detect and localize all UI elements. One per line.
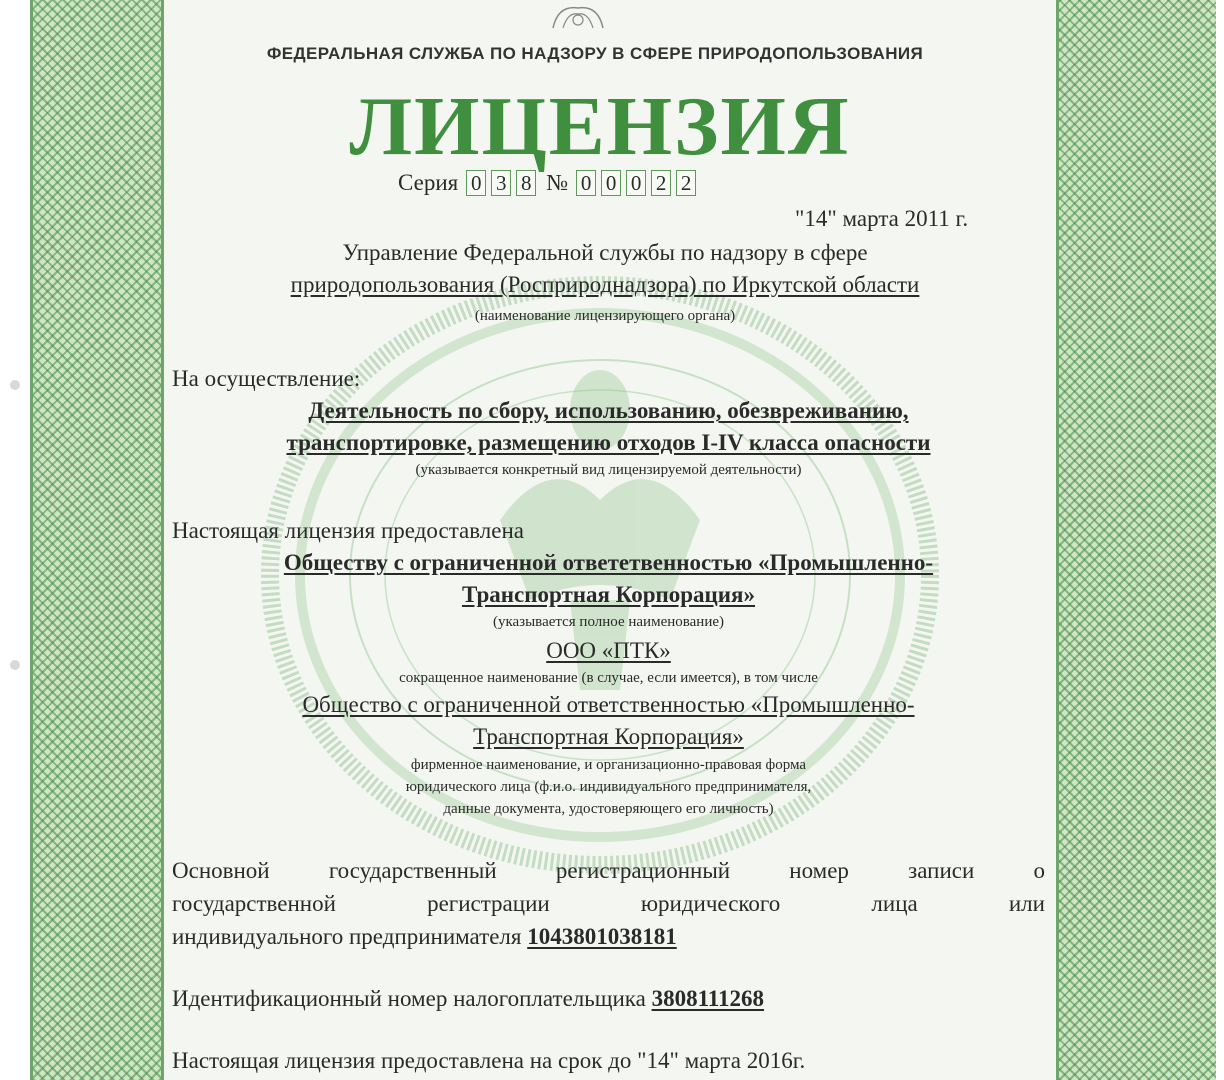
issuer-caption: (наименование лицензирующего органа) [474, 308, 736, 324]
activity-line-2 [172, 430, 1045, 456]
series-digit: 0 [466, 170, 486, 196]
emblem-icon [548, 0, 608, 30]
number-label: № [546, 170, 569, 195]
licensee-brand-text-2: Транспортная Корпорация» [473, 724, 744, 749]
activity-line-1 [172, 398, 1045, 424]
licensee-full-2 [172, 582, 1045, 608]
activity-label: На осуществление: [172, 366, 361, 391]
ogrn-word: записи [908, 858, 975, 883]
issuer-name: природопользования (Росприроднадзора) по Иркутской области [290, 272, 920, 297]
licensee-full-text-2: Транспортная Корпорация» [461, 582, 755, 607]
licensee-brand-2 [172, 724, 1045, 750]
paper-right-margin [1216, 0, 1224, 1080]
ogrn-row-1 [172, 858, 1045, 884]
licensee-brand-caption-3: данные документа, удостоверяющего его личность) [443, 801, 774, 817]
series-number-row [398, 170, 701, 196]
inn-label: Идентификационный номер налогоплательщика [172, 986, 646, 1011]
ogrn-word: государственной [172, 891, 336, 916]
series-label: Серия [398, 170, 459, 195]
paper-left-margin [0, 0, 30, 1080]
licensee-short-caption: сокращенное наименование (в случае, если имеется), в том числе [399, 670, 818, 686]
ogrn-word: юридического [640, 891, 781, 916]
number-digit: 0 [601, 170, 621, 196]
series-digit: 3 [491, 170, 511, 196]
issuer-line-1: Управление Федеральной службы по надзору в сфере [342, 240, 868, 265]
licensee-full-1 [172, 550, 1045, 576]
inn-row [172, 986, 764, 1012]
ogrn-word: номер [789, 858, 849, 883]
ogrn-word: о [1033, 858, 1045, 883]
activity-caption: (указывается конкретный вид лицензируемой деятельности) [415, 462, 802, 478]
licensee-full-text-1: Обществу с ограниченной ответетвенностью «Промышленно- [283, 550, 934, 575]
number-digit: 2 [676, 170, 696, 196]
licensee-short [172, 638, 1045, 664]
document-title: ЛИЦЕНЗИЯ [349, 80, 851, 173]
licensee-brand-text-1: Общество с ограниченной ответственностью «Промышленно- [302, 692, 915, 717]
activity-text-1: Деятельность по сбору, использованию, обезвреживанию, [308, 398, 909, 423]
licensee-brand-caption-2: юридического лица (ф.и.о. индивидуального предпринимателя, [405, 779, 812, 795]
ogrn-word: государственный [328, 858, 497, 883]
ogrn-row-3 [172, 924, 677, 950]
ogrn-row-2 [172, 891, 1045, 917]
licensee-brand-1 [172, 692, 1045, 718]
licensee-full-caption: (указывается полное наименование) [492, 614, 725, 630]
number-digit: 2 [651, 170, 671, 196]
ogrn-value: 1043801038181 [527, 924, 677, 949]
series-digit: 8 [516, 170, 536, 196]
ogrn-word: регистрационный [555, 858, 731, 883]
agency-name: ФЕДЕРАЛЬНАЯ СЛУЖБА ПО НАДЗОРУ В СФЕРЕ ПРИРОДОПОЛЬЗОВАНИЯ [266, 44, 924, 63]
licensee-brand-caption-1: фирменное наименование, и организационно-правовая форма [410, 757, 807, 773]
number-digit: 0 [626, 170, 646, 196]
activity-text-2: транспортировке, размещению отходов I-IV класса опасности [286, 430, 931, 455]
ogrn-word: лица [871, 891, 918, 916]
guilloche-border-left [30, 0, 164, 1080]
inn-value: 3808111268 [651, 986, 765, 1011]
ogrn-word: Основной [172, 858, 270, 883]
licensee-short-text: ООО «ПТК» [546, 638, 671, 663]
ogrn-word: или [1008, 891, 1045, 916]
term-text: Настоящая лицензия предоставлена на срок до "14" марта 2016г. [172, 1048, 806, 1073]
ogrn-word: регистрации [427, 891, 550, 916]
issue-date: "14" марта 2011 г. [795, 206, 969, 231]
guilloche-border-right [1056, 0, 1222, 1080]
binding-hole [10, 660, 20, 670]
ogrn-label-end: индивидуального предпринимателя [172, 924, 522, 949]
licensee-label: Настоящая лицензия предоставлена [172, 518, 524, 543]
binding-hole [10, 380, 20, 390]
number-digit: 0 [576, 170, 596, 196]
issuer-line-2 [200, 272, 1010, 298]
